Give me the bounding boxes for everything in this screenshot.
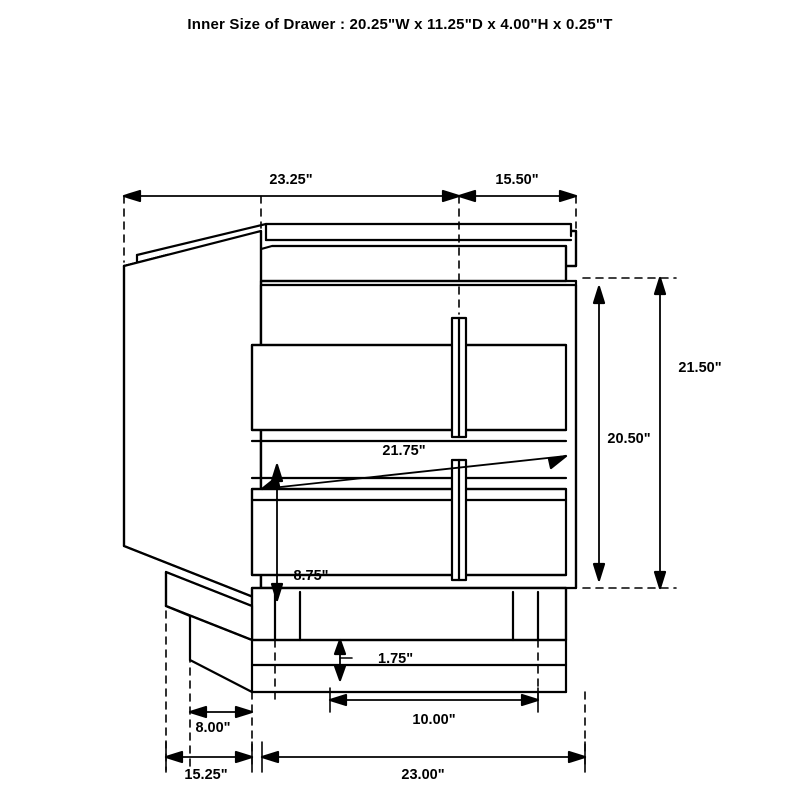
label-base-height: 1.75"	[378, 651, 414, 667]
dim-base-height	[335, 640, 352, 680]
label-top-width-side: 15.50"	[495, 172, 539, 188]
dim-foot-width	[190, 707, 252, 717]
label-bottom-front-width: 23.00"	[401, 767, 445, 783]
dim-top-width-side	[459, 191, 576, 201]
drawer-upper-front	[252, 345, 566, 430]
label-overall-height: 21.50"	[678, 360, 722, 376]
page-title: Inner Size of Drawer : 20.25"W x 11.25"D x 4.00"H x 0.25"T	[187, 16, 613, 33]
label-lower-drawer-height: 8.75"	[293, 568, 329, 584]
label-foot-span: 10.00"	[412, 712, 456, 728]
label-bottom-side-depth: 15.25"	[184, 767, 228, 783]
dim-overall-height	[655, 278, 665, 588]
base-left-return-bottom2	[190, 660, 252, 692]
label-foot-width: 8.00"	[195, 720, 231, 736]
dim-inner-height	[594, 287, 604, 580]
label-inner-height: 20.50"	[607, 431, 651, 447]
label-top-width-front: 23.25"	[269, 172, 313, 188]
drawer-lower-front	[252, 489, 566, 575]
label-drawer-front-width: 21.75"	[382, 443, 426, 459]
dim-top-width-front	[124, 191, 459, 201]
cabinet-left-side-panel	[124, 231, 261, 600]
